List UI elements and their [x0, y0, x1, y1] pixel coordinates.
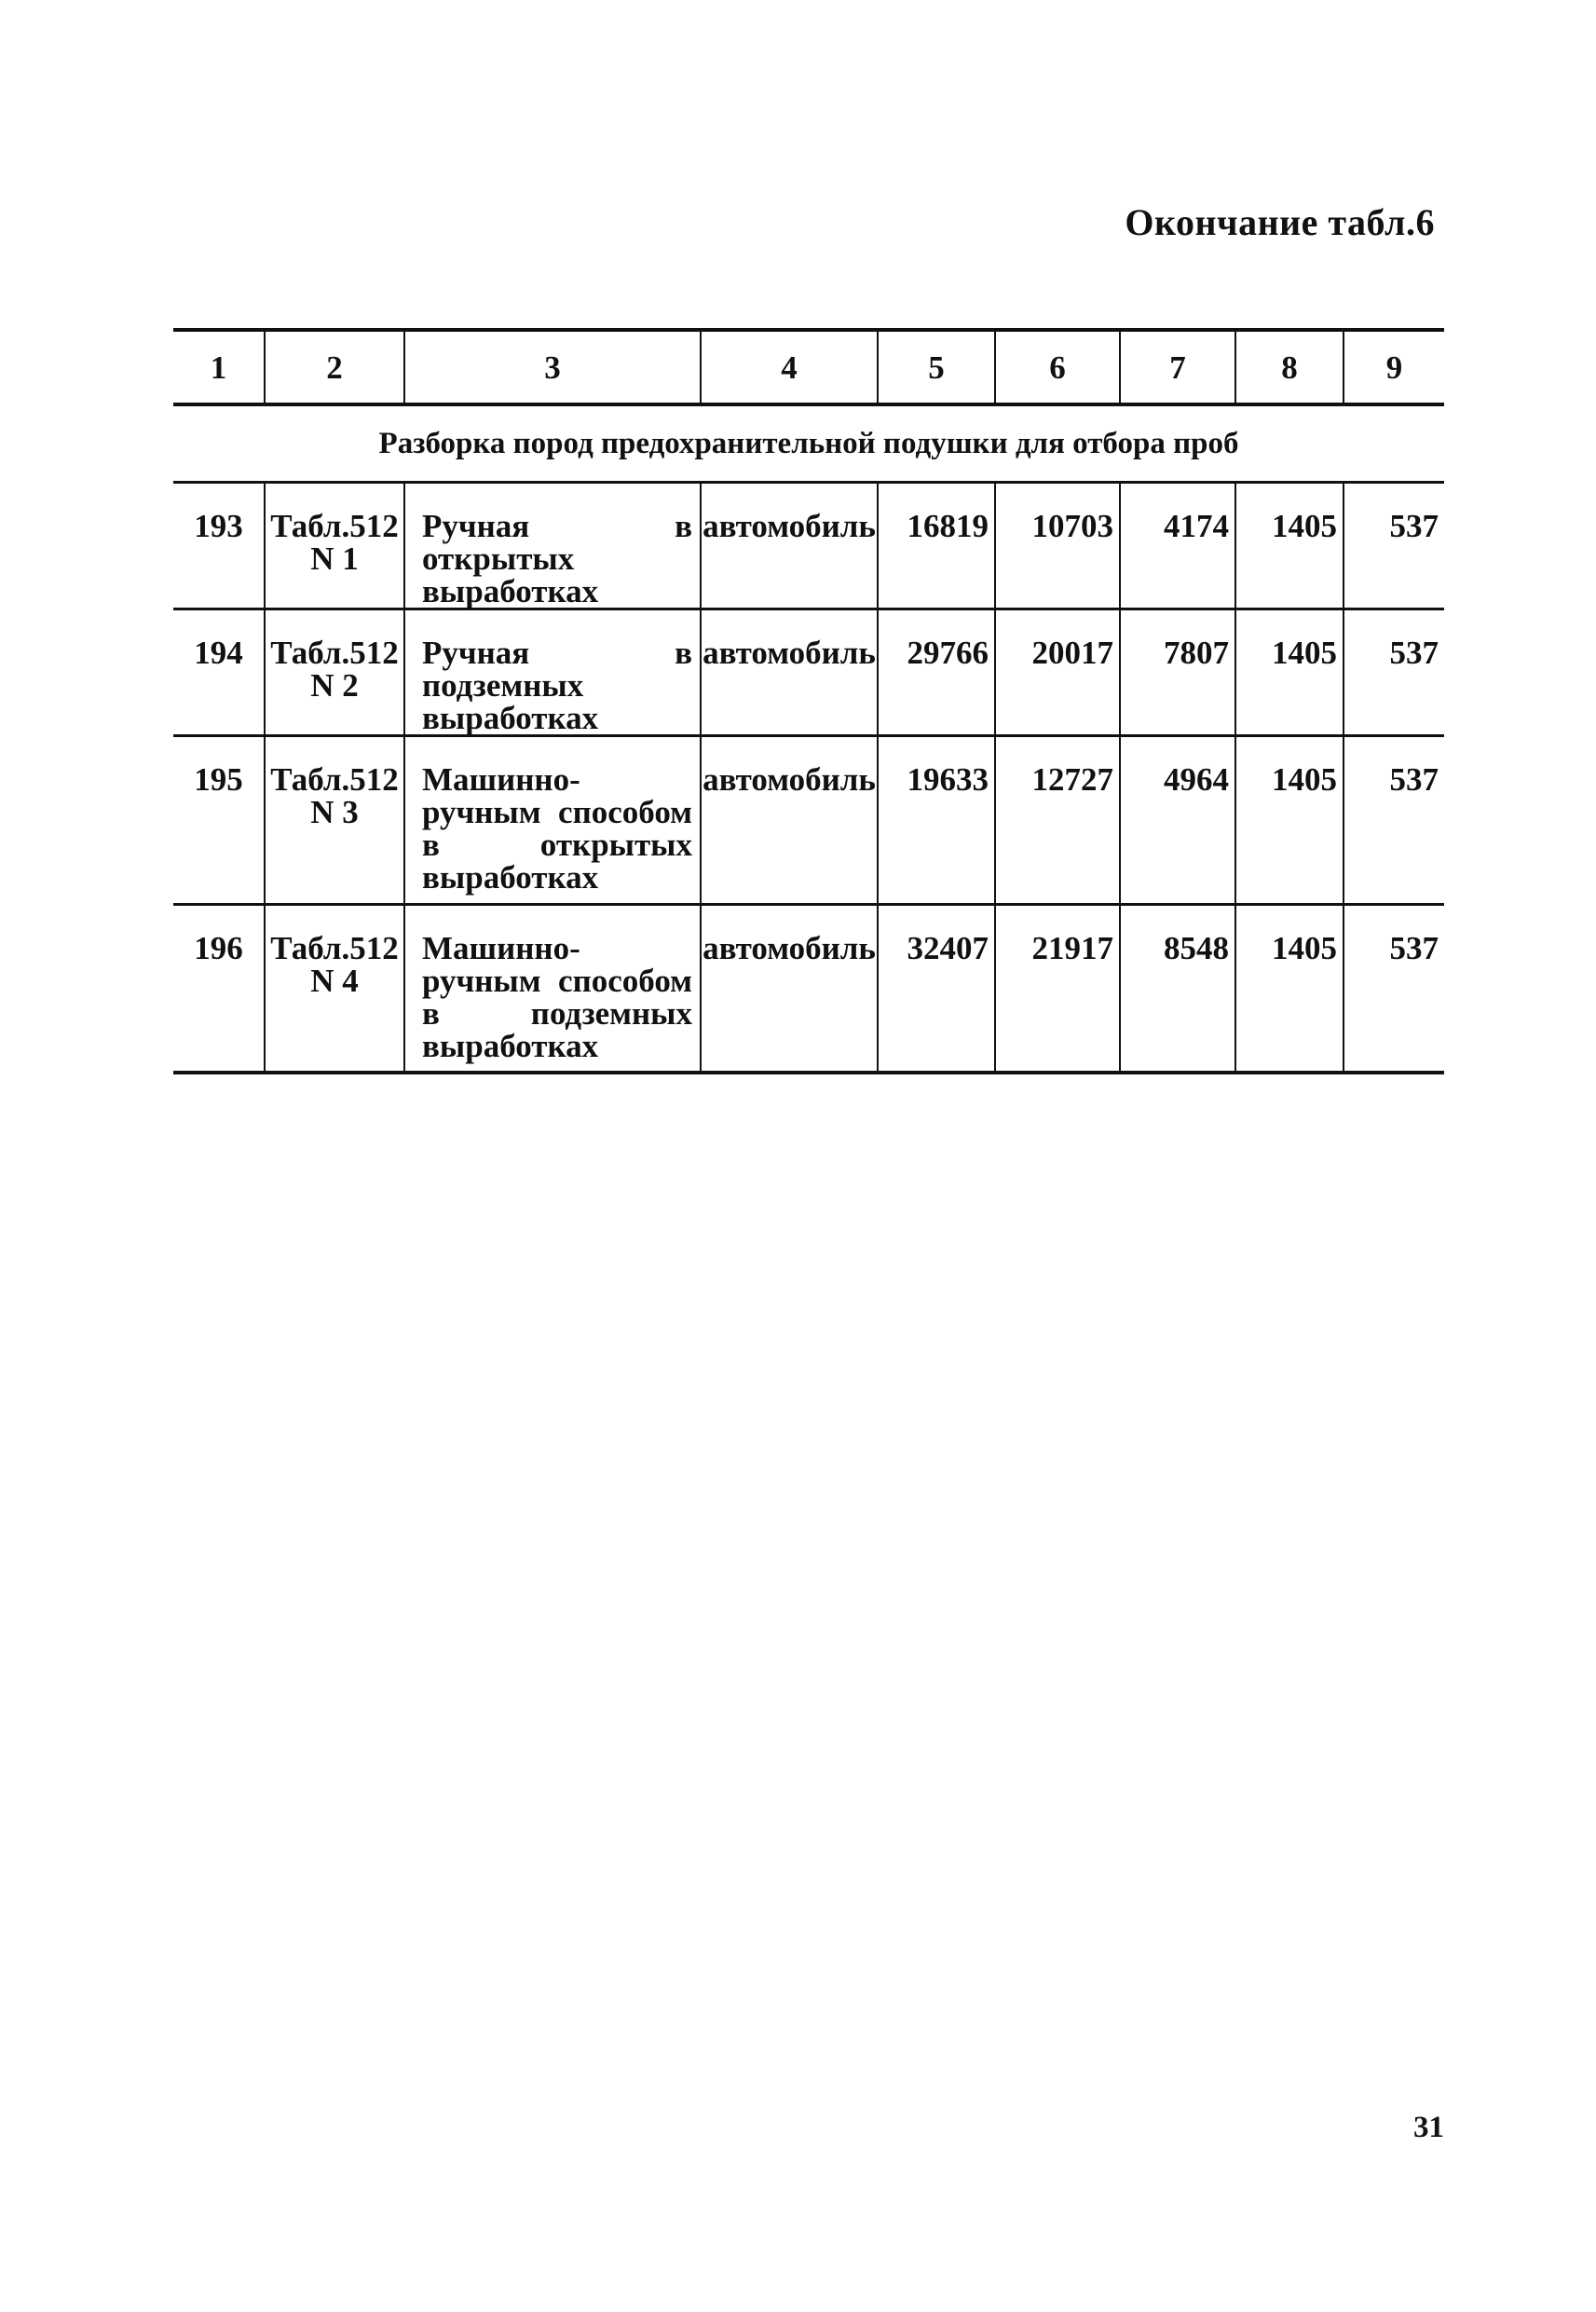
column-header: 2	[265, 330, 404, 404]
column-header: 1	[173, 330, 265, 404]
table-row	[173, 736, 1444, 905]
table-row	[173, 483, 1444, 609]
value-cell: 537	[1344, 483, 1444, 609]
description-cell: Машинно-ручным способом в открытых выработках	[404, 736, 701, 905]
row-number: 196	[173, 905, 265, 1073]
value-cell: 32407	[878, 905, 995, 1073]
data-table	[173, 328, 1444, 1074]
value-cell: 12727	[995, 736, 1120, 905]
value-cell: 29766	[878, 609, 995, 736]
value-cell: 8548	[1120, 905, 1235, 1073]
value-cell: 21917	[995, 905, 1120, 1073]
transport-cell: автомобиль	[701, 609, 878, 736]
column-header: 7	[1120, 330, 1235, 404]
value-cell: 4964	[1120, 736, 1235, 905]
value-cell: 537	[1344, 905, 1444, 1073]
description-cell: Ручная в подземных выработках	[404, 609, 701, 736]
reference-number: N 2	[310, 667, 359, 704]
row-number: 195	[173, 736, 265, 905]
reference-number: N 4	[310, 963, 359, 999]
section-row	[173, 404, 1444, 483]
value-cell: 7807	[1120, 609, 1235, 736]
value-cell: 1405	[1235, 736, 1344, 905]
value-cell: 10703	[995, 483, 1120, 609]
value-cell: 16819	[878, 483, 995, 609]
value-cell: 1405	[1235, 905, 1344, 1073]
reference-table: Табл.512	[270, 761, 399, 798]
row-number: 193	[173, 483, 265, 609]
reference-cell	[265, 609, 404, 736]
column-number-row	[173, 330, 1444, 404]
value-cell: 1405	[1235, 609, 1344, 736]
transport-cell: автомобиль	[701, 736, 878, 905]
table-row	[173, 905, 1444, 1073]
description-cell: Ручная в открытых выработках	[404, 483, 701, 609]
reference-table: Табл.512	[270, 508, 399, 544]
row-number: 194	[173, 609, 265, 736]
transport-cell: автомобиль	[701, 483, 878, 609]
reference-number: N 3	[310, 794, 359, 830]
column-header: 4	[701, 330, 878, 404]
table-row	[173, 609, 1444, 736]
value-cell: 20017	[995, 609, 1120, 736]
description-cell: Машинно-ручным способом в подземных выработках	[404, 905, 701, 1073]
value-cell: 19633	[878, 736, 995, 905]
reference-cell	[265, 483, 404, 609]
transport-cell: автомобиль	[701, 905, 878, 1073]
value-cell: 537	[1344, 736, 1444, 905]
reference-cell	[265, 736, 404, 905]
value-cell: 4174	[1120, 483, 1235, 609]
table-continuation-heading: Окончание табл.6	[1125, 201, 1435, 243]
column-header: 8	[1235, 330, 1344, 404]
page-number: 31	[1413, 2111, 1444, 2144]
column-header: 3	[404, 330, 701, 404]
value-cell: 1405	[1235, 483, 1344, 609]
column-header: 6	[995, 330, 1120, 404]
reference-cell	[265, 905, 404, 1073]
section-title: Разборка пород предохранительной подушки для отбора проб	[173, 404, 1444, 483]
reference-number: N 1	[310, 540, 359, 577]
value-cell: 537	[1344, 609, 1444, 736]
reference-table: Табл.512	[270, 635, 399, 671]
column-header: 5	[878, 330, 995, 404]
reference-table: Табл.512	[270, 930, 399, 966]
column-header: 9	[1344, 330, 1444, 404]
